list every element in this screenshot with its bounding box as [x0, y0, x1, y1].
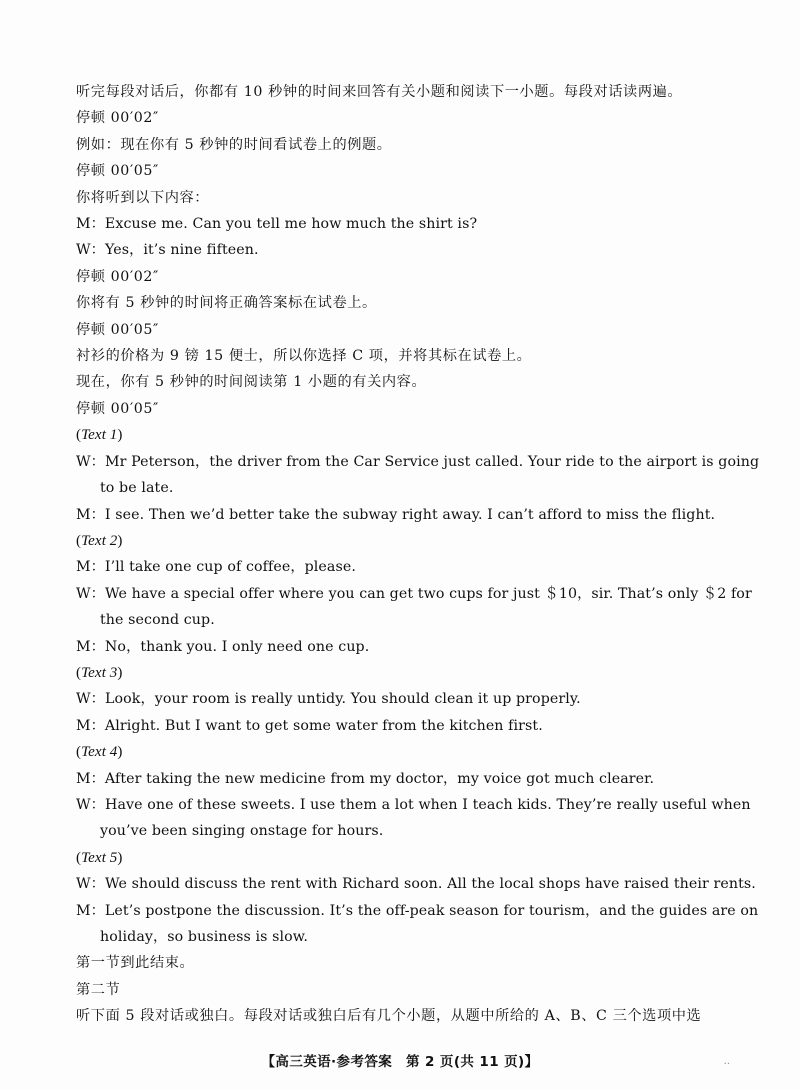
text-section-label-text: Text 4 — [81, 744, 118, 761]
text-section-label-text: Text 2 — [81, 532, 118, 549]
text-section-label-text: Text 3 — [81, 664, 118, 681]
document-line: 你将听到以下内容： — [76, 189, 210, 206]
document-line: 现在，你有 5 秒钟的时间阅读第 1 小题的有关内容。 — [76, 374, 427, 391]
document-line-continuation: the second cup. — [100, 612, 215, 629]
text-section-label: (Text 4) — [76, 744, 123, 761]
document-line: 例如：现在你有 5 秒钟的时间看试卷上的例题。 — [76, 136, 392, 153]
text-section-label: (Text 2) — [76, 532, 123, 549]
dialogue-line: M：Let’s postpone the discussion. It’s the off-peak season for tourism，and the guides are on — [76, 902, 759, 919]
document-line: 听完每段对话后，你都有 10 秒钟的时间来回答有关小题和阅读下一小题。每段对话读两遍。 — [76, 84, 683, 100]
document-line: 停顿 00′05″ — [76, 321, 159, 338]
text-section-label-text: Text 5 — [81, 849, 118, 866]
document-line: 第一节到此结束。 — [76, 955, 195, 972]
dialogue-line: W：Look，your room is really untidy. You should clean it up properly. — [76, 691, 581, 708]
document-line: 听下面 5 段对话或独白。每段对话或独白后有几个小题，从题中所给的 A、B、C 三个选项中选 — [76, 1008, 702, 1025]
corner-mark: .. — [723, 1056, 730, 1067]
document-line: 停顿 00′02″ — [76, 268, 159, 285]
document-body — [76, 79, 760, 1030]
document-line: 衬衫的价格为 9 镑 15 便士，所以你选择 C 项，并将其标在试卷上。 — [76, 348, 532, 365]
document-line: 你将有 5 秒钟的时间将正确答案标在试卷上。 — [76, 295, 377, 312]
document-line: 第二节 — [76, 981, 121, 998]
dialogue-line: M：No，thank you. I only need one cup. — [76, 638, 370, 655]
dialogue-line: W：We should discuss the rent with Richard soon. All the local shops have raised their rents. — [76, 876, 756, 893]
dialogue-line: M：Excuse me. Can you tell me how much the shirt is? — [76, 216, 478, 233]
document-line: 停顿 00′02″ — [76, 110, 159, 127]
dialogue-line: M：I see. Then we’d better take the subway right away. I can’t afford to miss the flight. — [76, 506, 716, 523]
dialogue-line: W：Yes，it’s nine fifteen. — [76, 242, 259, 259]
dialogue-line: M：I’ll take one cup of coffee，please. — [76, 559, 356, 576]
document-line-continuation: holiday，so business is slow. — [100, 929, 308, 945]
text-section-label: (Text 3) — [76, 664, 123, 681]
text-section-label-text: Text 1 — [81, 427, 118, 444]
dialogue-line: W：Mr Peterson，the driver from the Car Service just called. Your ride to the airport is going — [76, 453, 760, 470]
document-line-continuation: to be late. — [100, 480, 174, 497]
dialogue-line: W：Have one of these sweets. I use them a lot when I teach kids. They’re really useful when — [76, 796, 751, 813]
document-line-continuation: you’ve been singing onstage for hours. — [100, 823, 384, 840]
text-section-label: (Text 1) — [76, 427, 123, 444]
dialogue-line: M：After taking the new medicine from my doctor，my voice got much clearer. — [76, 770, 655, 787]
text-section-label: (Text 5) — [76, 849, 123, 866]
dialogue-line: M：Alright. But I want to get some water from the kitchen first. — [76, 717, 543, 734]
document-line: 停顿 00′05″ — [76, 163, 159, 180]
dialogue-line: W：We have a special offer where you can get two cups for just ＄10，sir. That’s only ＄2 for — [76, 585, 752, 602]
document-line: 停顿 00′05″ — [76, 400, 159, 417]
page-footer: 【高三英语·参考答案 第 2 页(共 11 页)】 — [261, 1054, 539, 1070]
